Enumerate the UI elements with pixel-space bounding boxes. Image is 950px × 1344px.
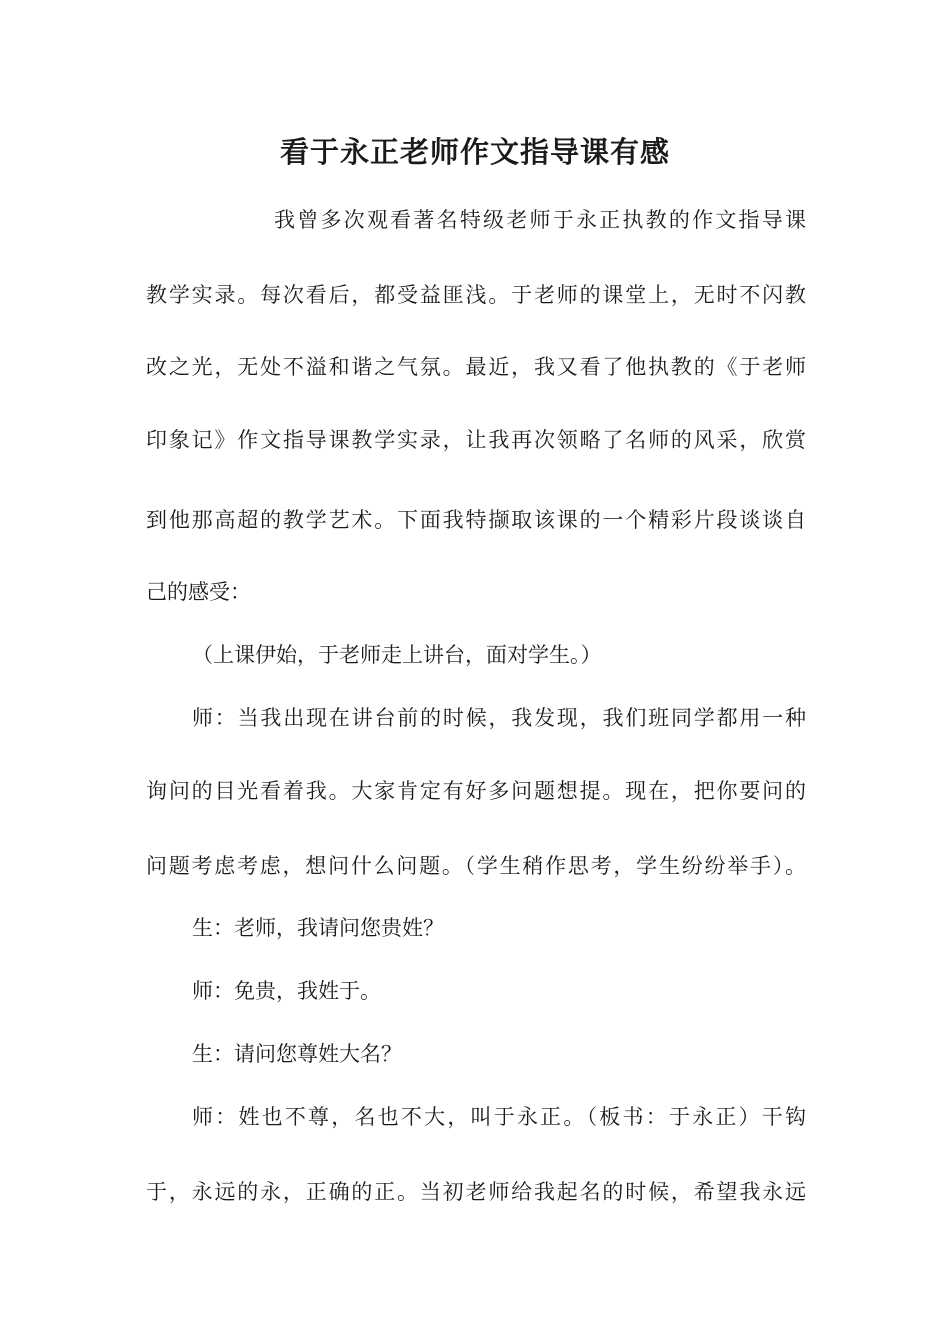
document-title: 看于永正老师作文指导课有感	[279, 135, 670, 169]
paragraph-line: 教学实录。每次看后，都受益匪浅。于老师的课堂上，无时不闪教	[146, 283, 806, 307]
paragraph-line: 印象记》作文指导课教学实录，让我再次领略了名师的风采，欣赏	[146, 428, 806, 452]
dialogue-line: 生：请问您尊姓大名？	[192, 1042, 402, 1066]
dialogue-line: 于，永远的永，正确的正。当初老师给我起名的时候，希望我永远	[146, 1180, 806, 1204]
dialogue-line: 询问的目光看着我。大家肯定有好多问题想提。现在，把你要问的	[146, 779, 806, 803]
paragraph-line: 我曾多次观看著名特级老师于永正执教的作文指导课	[274, 208, 806, 232]
paragraph-line: 改之光，无处不溢和谐之气氛。最近，我又看了他执教的《于老师	[146, 355, 806, 379]
dialogue-line: 问题考虑考虑，想问什么问题。（学生稍作思考，学生纷纷举手）。	[146, 854, 806, 878]
dialogue-line: 师：姓也不尊，名也不大，叫于永正。（板书：于永正）干钩	[192, 1105, 806, 1129]
paragraph-line: 到他那高超的教学艺术。下面我特撷取该课的一个精彩片段谈谈自	[146, 508, 806, 532]
dialogue-line: 生：老师，我请问您贵姓？	[192, 916, 444, 940]
dialogue-line: 师：免贵，我姓于。	[192, 979, 381, 1003]
stage-direction-line: （上课伊始，于老师走上讲台，面对学生。）	[192, 643, 602, 667]
paragraph-line: 己的感受：	[146, 580, 251, 604]
dialogue-line: 师：当我出现在讲台前的时候，我发现，我们班同学都用一种	[192, 706, 806, 730]
